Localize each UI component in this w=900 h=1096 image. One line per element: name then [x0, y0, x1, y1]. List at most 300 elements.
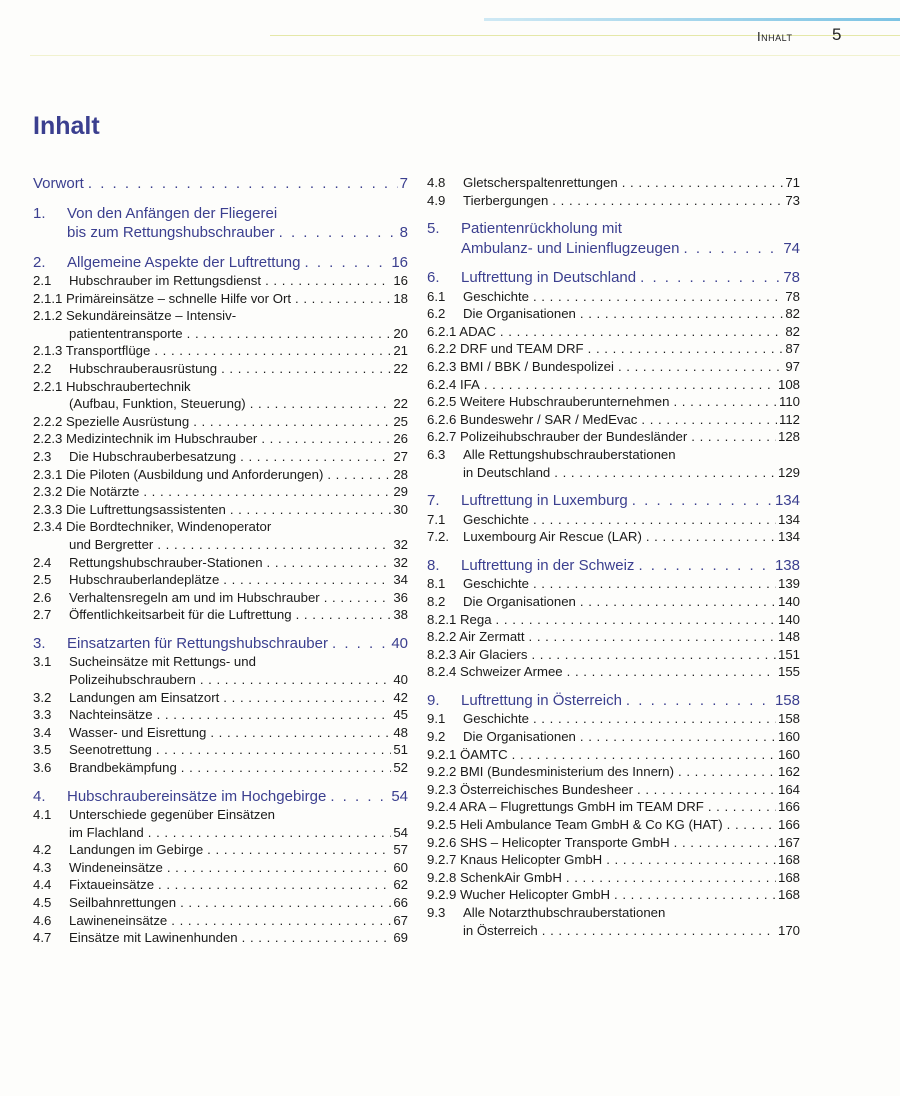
toc-label: Windeneinsätze: [69, 859, 163, 875]
toc-number: 2.1.2: [33, 308, 63, 324]
toc-entry[interactable]: [33, 290, 408, 308]
toc-number: 2.1.3: [33, 343, 63, 359]
toc-page: 78: [785, 288, 800, 304]
toc-label: Medizintechnik im Hubschrauber: [66, 431, 258, 447]
toc-entry[interactable]: [33, 378, 408, 413]
toc-entry[interactable]: [33, 759, 408, 777]
toc-page: 34: [393, 572, 408, 588]
toc-label: Alle Notarzthubschrauberstationen: [463, 905, 666, 920]
toc-page: 69: [393, 930, 408, 946]
toc-label: Schweizer Armee: [460, 664, 563, 680]
toc-entry[interactable]: [33, 413, 408, 431]
toc-number: 2.2.2: [33, 413, 63, 429]
toc-label: Weitere Hubschrauberunternehmen: [460, 394, 670, 410]
toc-entry[interactable]: [427, 323, 800, 341]
toc-label-cont: und Bergretter: [69, 536, 154, 552]
toc-page: 54: [391, 787, 408, 805]
toc-number: 9.2.9: [427, 887, 457, 903]
toc-label: Wasser- und Eisrettung: [69, 724, 207, 740]
toc-entry[interactable]: [427, 358, 800, 376]
toc-label: Fixtaueinsätze: [69, 877, 155, 893]
toc-label: Transportflüge: [65, 343, 151, 359]
toc-entry[interactable]: [427, 763, 800, 781]
toc-page: 45: [393, 707, 408, 723]
toc-entry[interactable]: [33, 501, 408, 519]
toc-entry[interactable]: [427, 174, 800, 192]
toc-label: BMI (Bundesministerium des Innern): [460, 764, 675, 780]
toc-label: DRF und TEAM DRF: [460, 341, 584, 357]
toc-label: Hubschrauber im Rettungsdienst: [69, 273, 262, 288]
toc-page: 7: [399, 175, 408, 192]
toc-number: 6.: [427, 269, 440, 287]
toc-page: 134: [774, 492, 800, 510]
toc-entry[interactable]: [33, 448, 408, 466]
toc-label: Spezielle Ausrüstung: [66, 413, 190, 429]
toc-entry[interactable]: [33, 653, 408, 688]
toc-page: 82: [785, 306, 800, 322]
toc-page: 162: [777, 764, 800, 780]
toc-number: 2.1.1: [33, 290, 63, 306]
toc-page: 42: [393, 689, 408, 705]
toc-label: Nachteinsätze: [69, 707, 153, 723]
toc-page: 18: [393, 290, 408, 306]
toc-entry[interactable]: [427, 192, 800, 210]
toc-number: 4.7: [33, 930, 52, 946]
toc-entry[interactable]: [427, 376, 800, 394]
toc-label: Öffentlichkeitsarbeit für die Luftrettung: [69, 607, 292, 623]
toc-page: 22: [393, 396, 408, 412]
toc-page: 32: [393, 536, 408, 552]
toc-entry[interactable]: [33, 841, 408, 859]
toc-label: Luftrettung in der Schweiz: [461, 556, 635, 574]
toc-entry[interactable]: [33, 430, 408, 448]
toc-label: Die Notärzte: [66, 484, 140, 500]
page-title: Inhalt: [33, 112, 100, 140]
toc-page: 166: [777, 817, 800, 833]
toc-chapter-2[interactable]: [33, 253, 408, 273]
toc-label: Rega: [460, 611, 492, 627]
toc-number: 3.4: [33, 724, 52, 740]
toc-label: Patientenrückholung mit: [461, 220, 622, 238]
toc-label: Alle Rettungshubschrauberstationen: [463, 447, 676, 463]
toc-entry[interactable]: [427, 904, 800, 939]
toc-page: 139: [777, 576, 800, 592]
toc-page: 32: [393, 554, 408, 570]
page-number: 5: [832, 25, 842, 44]
toc-label: Lawineneinsätze: [69, 912, 168, 928]
header-rule-blue: [484, 18, 900, 21]
toc-number: 8.2: [427, 594, 446, 609]
toc-label-cont: in Österreich: [463, 922, 538, 938]
toc-entry[interactable]: [427, 798, 800, 816]
toc-label: Unterschiede gegenüber Einsätzen: [69, 807, 276, 823]
toc-number: 9.2.4: [427, 799, 457, 815]
toc-entry[interactable]: [427, 869, 800, 887]
toc-label: Luxembourg Air Rescue (LAR): [463, 529, 642, 545]
toc-entry[interactable]: [427, 628, 800, 646]
toc-label-cont: Polizeihubschraubern: [69, 671, 196, 687]
toc-number: 2.2: [33, 360, 52, 376]
toc-label: Seilbahnrettungen: [69, 895, 177, 910]
toc-number: 7.1: [427, 511, 446, 527]
toc-label: Geschichte: [463, 288, 529, 304]
toc-label: Brandbekämpfung: [69, 759, 177, 775]
toc-page: 155: [777, 664, 800, 680]
toc-page: 16: [391, 253, 408, 271]
toc-page: 148: [777, 629, 800, 645]
toc-label: Hubschrauberlandeplätze: [69, 572, 220, 588]
toc-page: 66: [393, 895, 408, 910]
toc-chapter-5[interactable]: [427, 219, 800, 258]
toc-entry[interactable]: [33, 518, 408, 553]
toc-number: 9.: [427, 691, 440, 709]
toc-label: Polizeihubschrauber der Bundesländer: [460, 429, 688, 445]
toc-number: 2.3: [33, 448, 52, 464]
toc-chapter-1[interactable]: [33, 204, 408, 243]
toc-number: 9.2.8: [427, 869, 457, 885]
toc-page: 158: [777, 711, 800, 727]
toc-entry[interactable]: [427, 611, 800, 629]
toc-label: Heli Ambulance Team GmbH & Co KG (HAT): [460, 817, 723, 833]
toc-entry[interactable]: [33, 859, 408, 877]
toc-entry[interactable]: [427, 428, 800, 446]
toc-label-cont: bis zum Rettungshubschrauber: [67, 224, 275, 241]
toc-entry[interactable]: [33, 589, 408, 607]
toc-label: BMI / BBK / Bundespolizei: [460, 359, 614, 375]
toc-chapter-4[interactable]: [33, 787, 408, 807]
toc-page: 168: [777, 887, 800, 903]
toc-left-column: [33, 174, 408, 947]
toc-page: 158: [774, 691, 800, 709]
header-rule-yellow: [270, 35, 900, 36]
toc-entry-vorwort[interactable]: [33, 174, 408, 194]
toc-number: 6.2.6: [427, 411, 457, 427]
toc-number: 4.1: [33, 807, 52, 823]
toc-entry[interactable]: [427, 575, 800, 593]
toc-page: 97: [785, 359, 800, 375]
toc-entry[interactable]: [427, 393, 800, 411]
toc-number: 4.: [33, 787, 46, 805]
toc-page: 138: [774, 556, 800, 574]
toc-label: Gletscherspaltenrettungen: [463, 175, 618, 190]
toc-page: 134: [777, 511, 800, 527]
toc-page: 170: [777, 922, 800, 938]
toc-chapter-7[interactable]: [427, 491, 800, 511]
toc-number: 9.2.7: [427, 852, 457, 868]
header-rule-faint: [30, 55, 900, 56]
toc-page: 16: [393, 273, 408, 288]
toc-number: 9.2.6: [427, 834, 457, 850]
toc-number: 8.1: [427, 576, 446, 592]
toc-number: 6.2.5: [427, 394, 457, 410]
toc-entry[interactable]: [33, 342, 408, 360]
toc-number: 4.9: [427, 192, 446, 208]
toc-label: Die Hubschrauberbesatzung: [69, 448, 237, 464]
toc-number: 5.: [427, 220, 440, 238]
toc-label: Einsätze mit Lawinenhunden: [69, 930, 238, 946]
toc-label: SHS – Helicopter Transporte GmbH: [460, 834, 670, 850]
toc-page: 151: [777, 646, 800, 662]
toc-entry[interactable]: [427, 340, 800, 358]
toc-number: 9.2.3: [427, 781, 457, 797]
toc-number: 4.4: [33, 877, 52, 893]
toc-entry[interactable]: [33, 706, 408, 724]
toc-entry[interactable]: [427, 816, 800, 834]
toc-page: 140: [777, 611, 800, 627]
toc-page: 73: [785, 192, 800, 208]
toc-entry[interactable]: [33, 724, 408, 742]
toc-page: 21: [393, 343, 408, 359]
toc-number: 3.: [33, 634, 46, 652]
toc-page: 168: [777, 869, 800, 885]
toc-page: 166: [777, 799, 800, 815]
toc-entry[interactable]: [33, 741, 408, 759]
toc-page: 128: [777, 429, 800, 445]
toc-page: 29: [393, 484, 408, 500]
toc-entry[interactable]: [33, 483, 408, 501]
toc-number: 9.2.2: [427, 764, 457, 780]
toc-right-column: [427, 174, 800, 939]
toc-number: 9.3: [427, 905, 446, 920]
toc-page: 108: [777, 376, 800, 392]
toc-number: 4.8: [427, 175, 446, 190]
toc-page: 27: [393, 448, 408, 464]
toc-entry[interactable]: [33, 272, 408, 290]
toc-number: 2.1: [33, 273, 52, 288]
toc-number: 4.2: [33, 842, 52, 858]
toc-entry[interactable]: [33, 806, 408, 841]
toc-entry[interactable]: [427, 728, 800, 746]
toc-chapter-6[interactable]: [427, 268, 800, 288]
toc-page: 54: [393, 824, 408, 840]
toc-number: 3.6: [33, 759, 52, 775]
toc-entry[interactable]: [33, 689, 408, 707]
toc-page: 164: [777, 781, 800, 797]
toc-label: Die Organisationen: [463, 306, 576, 322]
toc-number: 3.2: [33, 689, 52, 705]
toc-entry[interactable]: [427, 710, 800, 728]
toc-label: Air Zermatt: [459, 629, 525, 645]
toc-page: 25: [393, 413, 408, 429]
toc-page: 26: [393, 431, 408, 447]
toc-label: ADAC: [459, 323, 496, 339]
toc-label: Die Organisationen: [463, 729, 576, 745]
toc-label: Tierbergungen: [463, 192, 549, 208]
toc-label: Österreichisches Bundesheer: [460, 781, 634, 797]
toc-number: 2.3.3: [33, 501, 63, 517]
toc-number: 2.6: [33, 589, 52, 605]
toc-label: Hubschrauberausrüstung: [69, 360, 218, 376]
toc-number: 7.2.: [427, 529, 449, 545]
toc-page: 67: [393, 912, 408, 928]
toc-label-cont: in Deutschland: [463, 464, 551, 480]
toc-number: 2.3.2: [33, 484, 63, 500]
toc-page: 38: [393, 607, 408, 623]
toc-page: 78: [783, 269, 800, 287]
toc-page: 168: [777, 852, 800, 868]
toc-entry[interactable]: [33, 307, 408, 342]
toc-number: 6.2.2: [427, 341, 457, 357]
toc-label: Die Bordtechniker, Windenoperator: [66, 519, 272, 535]
toc-number: 4.3: [33, 859, 52, 875]
toc-label: Allgemeine Aspekte der Luftrettung: [67, 253, 301, 271]
toc-number: 6.2.3: [427, 359, 457, 375]
running-title: Inhalt: [757, 29, 793, 44]
toc-entry[interactable]: [427, 781, 800, 799]
toc-entry[interactable]: [33, 876, 408, 894]
toc-label: Luftrettung in Luxemburg: [461, 492, 628, 510]
toc-page: 40: [391, 634, 408, 652]
toc-chapter-9[interactable]: [427, 691, 800, 711]
toc-entry[interactable]: [33, 571, 408, 589]
toc-entry[interactable]: [427, 288, 800, 306]
toc-label-cont: patiententransporte: [69, 325, 183, 341]
toc-number: 2.2.3: [33, 431, 63, 447]
toc-number: 6.1: [427, 288, 446, 304]
toc-number: 6.2: [427, 306, 446, 322]
toc-page: 74: [783, 239, 800, 257]
toc-label: Landungen im Gebirge: [69, 842, 204, 858]
toc-label: Verhaltensregeln am und im Hubschrauber: [69, 589, 320, 605]
toc-label: Landungen am Einsatzort: [69, 689, 220, 705]
toc-label: Air Glaciers: [459, 646, 528, 662]
toc-page: 134: [777, 529, 800, 545]
toc-number: 9.2.5: [427, 817, 457, 833]
toc-number: 3.1: [33, 654, 52, 670]
toc-number: 2.7: [33, 607, 52, 623]
toc-entry[interactable]: [33, 554, 408, 572]
toc-label: ARA – Flugrettungs GmbH im TEAM DRF: [459, 799, 704, 815]
toc-page: 87: [785, 341, 800, 357]
toc-label: Geschichte: [463, 711, 529, 727]
toc-number: 8.2.4: [427, 664, 457, 680]
toc-label: Luftrettung in Deutschland: [461, 269, 637, 287]
toc-label: Die Piloten (Ausbildung und Anforderungen): [66, 466, 324, 482]
toc-page: 48: [393, 724, 408, 740]
toc-label: Einsatzarten für Rettungshubschrauber: [67, 634, 328, 652]
toc-page: 167: [777, 834, 800, 850]
toc-entry[interactable]: [33, 912, 408, 930]
toc-label: Sekundäreinsätze – Intensiv-: [66, 308, 237, 324]
toc-number: 2.5: [33, 572, 52, 588]
toc-page: 82: [785, 323, 800, 339]
toc-number: 7.: [427, 492, 440, 510]
toc-page: 110: [778, 394, 800, 410]
toc-label: Wucher Helicopter GmbH: [460, 887, 611, 903]
toc-page: 112: [778, 411, 800, 427]
toc-number: 4.5: [33, 895, 52, 910]
toc-number: 6.2.1: [427, 323, 457, 339]
toc-entry[interactable]: [427, 446, 800, 481]
toc-chapter-8[interactable]: [427, 556, 800, 576]
toc-label: Geschichte: [463, 511, 529, 527]
toc-label: Rettungshubschrauber-Stationen: [69, 554, 263, 570]
toc-number: 1.: [33, 204, 46, 222]
toc-number: 2.3.1: [33, 466, 63, 482]
toc-page: 51: [393, 742, 408, 758]
toc-page: 57: [393, 842, 408, 858]
toc-label: SchenkAir GmbH: [460, 869, 562, 885]
toc-label: ÖAMTC: [460, 746, 508, 762]
toc-number: 8.: [427, 556, 440, 574]
toc-page: 36: [393, 589, 408, 605]
toc-number: 2.4: [33, 554, 52, 570]
toc-page: 62: [393, 877, 408, 893]
toc-label-cont: (Aufbau, Funktion, Steuerung): [69, 396, 246, 412]
toc-number: 9.2.1: [427, 746, 457, 762]
toc-page: 28: [393, 466, 408, 482]
toc-page: 40: [393, 671, 408, 687]
toc-number: 6.2.4: [427, 376, 457, 392]
toc-page: 8: [399, 224, 408, 241]
toc-label: Sucheinsätze mit Rettungs- und: [69, 654, 256, 670]
toc-label: Von den Anfängen der Fliegerei: [67, 204, 278, 222]
toc-number: 9.1: [427, 711, 446, 727]
toc-label-cont: Ambulanz- und Linienflugzeugen: [461, 239, 680, 257]
toc-entry[interactable]: [427, 886, 800, 904]
toc-page: 160: [777, 746, 800, 762]
toc-page: 52: [393, 759, 408, 775]
toc-number: 3.3: [33, 707, 52, 723]
toc-entry[interactable]: [427, 593, 800, 611]
toc-entry[interactable]: [427, 834, 800, 852]
toc-page: 160: [777, 729, 800, 745]
toc-label-cont: im Flachland: [69, 824, 144, 840]
toc-number: 4.6: [33, 912, 52, 928]
toc-number: 6.2.7: [427, 429, 457, 445]
toc-label: Vorwort: [33, 175, 84, 192]
toc-label: Seenotrettung: [69, 742, 152, 758]
toc-entry[interactable]: [33, 606, 408, 624]
toc-entry[interactable]: [33, 360, 408, 378]
toc-page: 129: [777, 464, 800, 480]
toc-number: 6.3: [427, 447, 446, 463]
toc-number: 8.2.2: [427, 629, 457, 645]
toc-label: IFA: [460, 376, 480, 392]
toc-number: 2.: [33, 253, 46, 271]
toc-entry[interactable]: [427, 646, 800, 664]
toc-number: 2.2.1: [33, 378, 63, 394]
toc-entry[interactable]: [427, 305, 800, 323]
toc-entry[interactable]: [33, 929, 408, 947]
toc-number: 8.2.3: [427, 646, 457, 662]
toc-label: Die Organisationen: [463, 594, 576, 609]
toc-entry[interactable]: [33, 894, 408, 912]
toc-chapter-3[interactable]: [33, 634, 408, 654]
toc-entry[interactable]: [427, 511, 800, 529]
toc-label: Knaus Helicopter GmbH: [460, 852, 603, 868]
toc-entry[interactable]: [33, 466, 408, 484]
toc-label: Hubschraubereinsätze im Hochgebirge: [67, 787, 327, 805]
toc-label: Die Luftrettungsassistenten: [66, 501, 226, 517]
toc-entry[interactable]: [427, 663, 800, 681]
toc-page: 30: [393, 501, 408, 517]
toc-number: 8.2.1: [427, 611, 457, 627]
toc-entry[interactable]: [427, 528, 800, 546]
toc-label: Primäreinsätze – schnelle Hilfe vor Ort: [66, 290, 292, 306]
toc-label: Luftrettung in Österreich: [461, 691, 622, 709]
toc-entry[interactable]: [427, 746, 800, 764]
toc-entry[interactable]: [427, 851, 800, 869]
toc-page: 71: [785, 175, 800, 190]
toc-entry[interactable]: [427, 411, 800, 429]
toc-number: 9.2: [427, 729, 446, 745]
toc-number: 2.3.4: [33, 519, 63, 535]
toc-page: 60: [393, 859, 408, 875]
toc-page: 22: [393, 360, 408, 376]
toc-page: 20: [393, 325, 408, 341]
toc-page: 140: [777, 594, 800, 609]
